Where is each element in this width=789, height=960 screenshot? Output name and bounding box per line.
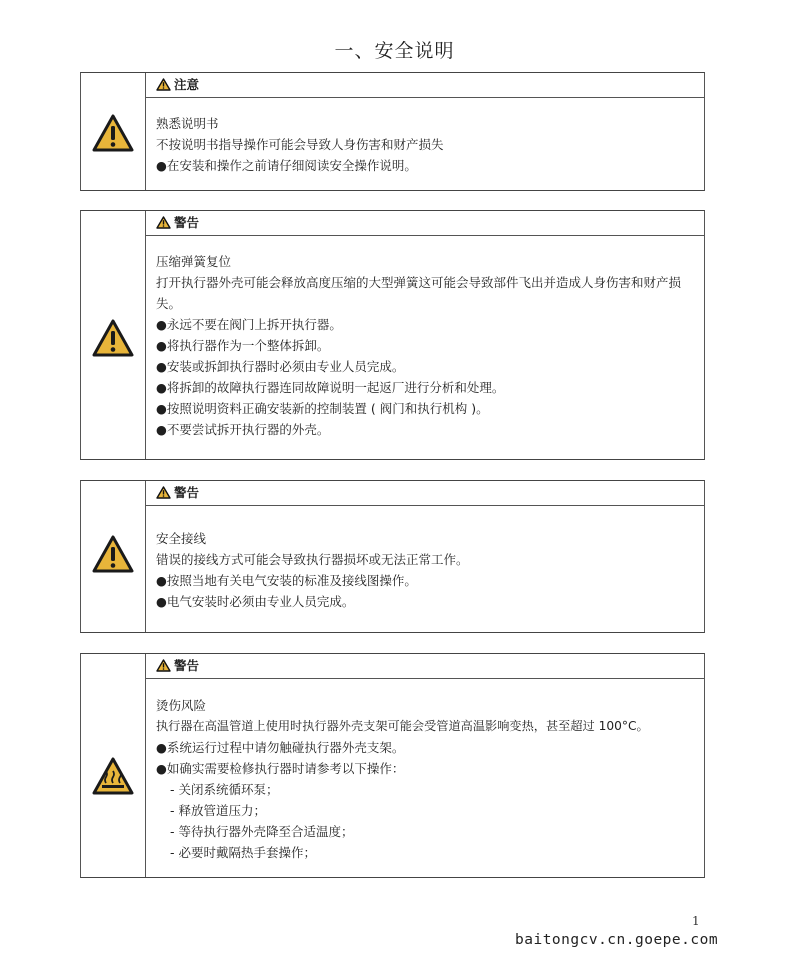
notice-line: ●电气安装时必须由专业人员完成。: [156, 594, 355, 609]
notice-line: ●按照当地有关电气安装的标准及接线图操作。: [156, 573, 417, 588]
notice-box-attention: [80, 72, 705, 191]
hot-surface-icon: [91, 756, 135, 796]
notice-sub-line: - 等待执行器外壳降至合适温度；: [170, 824, 354, 839]
notice-side-panel: [81, 73, 146, 190]
notice-line: 打开执行器外壳可能会释放高度压缩的大型弹簧这可能会导致部件飞出并造成人身伤害和财产损失。: [156, 275, 682, 311]
notice-line: ●不要尝试拆开执行器的外壳。: [156, 422, 330, 437]
notice-sub-line: - 释放管道压力；: [170, 803, 266, 818]
notice-heading: 熟悉说明书: [156, 116, 219, 131]
notice-body: [156, 251, 694, 440]
notice-line: ●按照说明资料正确安装新的控制装置 ( 阀门和执行机构 )。: [156, 401, 489, 416]
page-title: 一、安全说明: [334, 40, 455, 62]
notice-box-wiring: [80, 480, 705, 633]
notice-box-burn-risk: [80, 653, 705, 878]
notice-side-panel: [81, 654, 146, 877]
notice-line: 错误的接线方式可能会导致执行器损坏或无法正常工作。: [156, 552, 469, 567]
notice-side-panel: [81, 481, 146, 632]
notice-line: ●如确实需要检修执行器时请参考以下操作：: [156, 761, 405, 776]
notice-header-label: 注意: [174, 77, 200, 92]
warning-exclamation-icon: [91, 113, 135, 153]
warning-exclamation-icon: [91, 534, 135, 574]
notice-body: [156, 528, 694, 612]
watermark-text: baitongcv.cn.goepe.com: [515, 932, 719, 948]
notice-heading: 安全接线: [156, 531, 207, 546]
notice-line: ●系统运行过程中请勿触碰执行器外壳支架。: [156, 740, 405, 755]
notice-body: [156, 113, 694, 176]
page-number: 1: [692, 914, 700, 928]
notice-line: ●在安装和操作之前请仔细阅读安全操作说明。: [156, 158, 417, 173]
notice-heading: 烫伤风险: [156, 698, 207, 713]
notice-line: ●安装或拆卸执行器时必须由专业人员完成。: [156, 359, 405, 374]
notice-side-panel: [81, 211, 146, 459]
notice-header-label: 警告: [174, 215, 200, 230]
notice-line: ●永远不要在阀门上拆开执行器。: [156, 317, 342, 332]
notice-header: [145, 481, 704, 506]
notice-line: 执行器在高温管道上使用时执行器外壳支架可能会受管道高温影响变热，甚至超过 100°C。: [156, 719, 649, 733]
notice-header-label: 警告: [174, 658, 200, 673]
warning-small-icon: [156, 216, 171, 229]
notice-header: [145, 211, 704, 236]
notice-sub-line: - 必要时戴隔热手套操作；: [170, 845, 316, 860]
notice-line: ●将拆卸的故障执行器连同故障说明一起返厂进行分析和处理。: [156, 380, 505, 395]
notice-header: [145, 654, 704, 679]
warning-small-icon: [156, 659, 171, 672]
notice-line: 不按说明书指导操作可能会导致人身伤害和财产损失: [156, 137, 444, 152]
warning-small-icon: [156, 78, 171, 91]
notice-body: [156, 695, 694, 863]
notice-sub-line: - 关闭系统循环泵；: [170, 782, 279, 797]
notice-header: [145, 73, 704, 98]
warning-exclamation-icon: [91, 318, 135, 358]
notice-heading: 压缩弹簧复位: [156, 254, 232, 269]
notice-header-label: 警告: [174, 485, 200, 500]
notice-line: ●将执行器作为一个整体拆卸。: [156, 338, 330, 353]
warning-small-icon: [156, 486, 171, 499]
notice-box-compressed-spring: [80, 210, 705, 460]
